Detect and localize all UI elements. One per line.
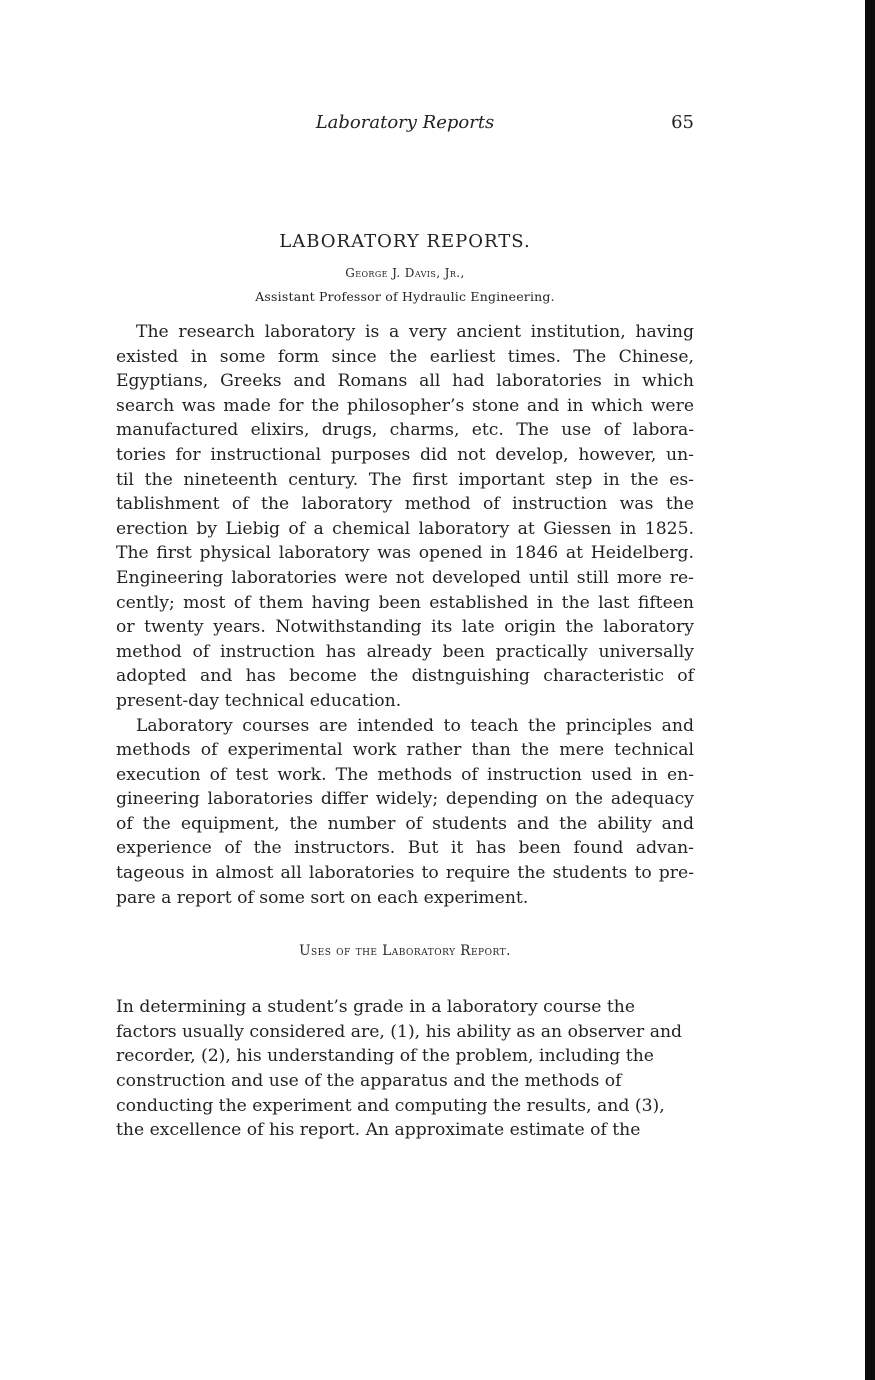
text-line: of the equipment, the number of students and the ability and (116, 813, 694, 834)
text-line: the construction and use of the apparatus and the methods of (116, 1046, 654, 1091)
text-line: manufactured elixirs, drugs, charms, etc. The use of labora- (116, 420, 694, 441)
text-line: tories for instructional purposes did not develop, however, un- (116, 444, 694, 465)
author-name: George J. Davis, Jr., (345, 266, 465, 280)
author-role: Assistant Professor of Hydraulic Engineering. (255, 289, 555, 304)
paragraph-3 (116, 995, 694, 1143)
text-line: methods of experimental work rather than the mere technical (116, 740, 694, 761)
text-line: Engineering laboratories were not developed until still more re- (116, 567, 694, 588)
text-line: pare a report of some sort on each experiment. (116, 887, 529, 908)
text-line: gineering laboratories differ widely; depending on the adequacy (116, 789, 694, 810)
text-line: or twenty years. Notwithstanding its late origin the laboratory (116, 617, 694, 638)
text-line: The research laboratory is a very ancient institution, having (136, 322, 694, 342)
text-line: execution of test work. The methods of instruction used in en- (116, 764, 694, 785)
text-line: tageous in almost all laboratories to require the students to pre- (116, 863, 694, 884)
text-line: The first physical laboratory was opened in 1846 at Heidelberg. (116, 543, 694, 564)
text-line: tablishment of the laboratory method of instruction was the (116, 494, 694, 515)
page-number: 65 (671, 112, 694, 133)
text-line: and recorder, (2), his understanding of the problem, including (116, 1021, 683, 1067)
text-line: present-day technical education. (116, 690, 402, 711)
paragraph-2 (116, 714, 694, 911)
text-line: factors usually considered are, (1), his ability as an observer (116, 1021, 645, 1042)
text-line: In determining a student’s grade in a laboratory course the (116, 997, 635, 1018)
text-line: existed in some form since the earliest times. The Chinese, (116, 346, 694, 367)
paragraph-1 (116, 320, 694, 714)
page-edge-shadow (865, 0, 875, 1380)
article-title: LABORATORY REPORTS. (279, 231, 531, 252)
text-line: Egyptians, Greeks and Romans all had laboratories in which (116, 371, 694, 392)
text-line: conducting the experiment and computing the results, and (116, 1095, 630, 1116)
text-line: cently; most of them having been established in the last fifteen (116, 592, 694, 613)
body-text-continued (116, 978, 694, 1160)
running-title: Laboratory Reports (315, 112, 495, 133)
text-line: search was made for the philosopher’s stone and in which were (116, 395, 694, 416)
text-line: adopted and has become the distnguishing characteristic of (116, 666, 694, 687)
text-line: experience of the instructors. But it has been found advan- (116, 838, 694, 859)
text-line: Laboratory courses are intended to teach the principles and (136, 715, 694, 736)
body-text (116, 320, 694, 910)
text-line: method of instruction has already been practically universally (116, 641, 694, 662)
section-heading: Uses of the Laboratory Report. (299, 943, 511, 959)
text-line: til the nineteenth century. The first important step in the es- (116, 469, 694, 490)
text-line: (3), the excellence of his report. An approximate estimate of the (116, 1095, 665, 1141)
running-head (116, 112, 694, 136)
text-line: erection by Liebig of a chemical laboratory at Giessen in 1825. (116, 518, 694, 539)
